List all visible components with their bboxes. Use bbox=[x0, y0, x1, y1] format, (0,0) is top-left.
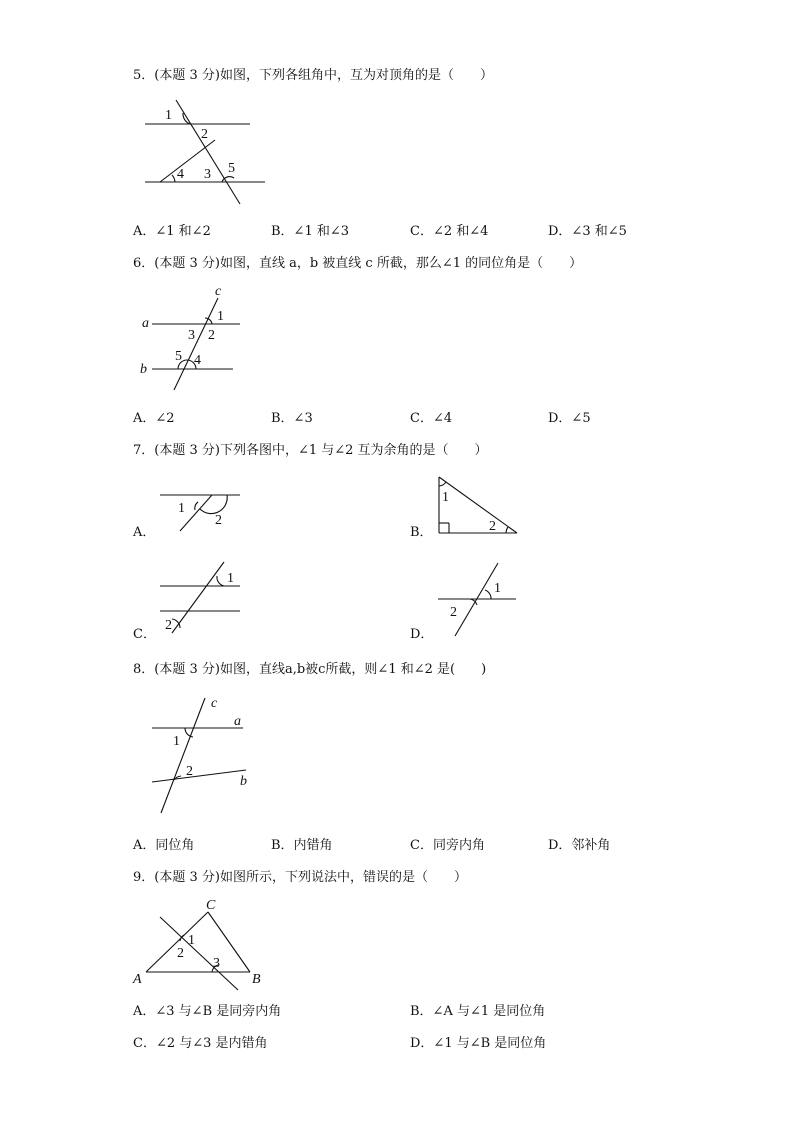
question-6-stem: 6．(本题 3 分)如图，直线 a，b 被直线 c 所截，那么∠1 的同位角是（ ） bbox=[133, 256, 583, 271]
q7b-label-2: 2 bbox=[489, 519, 496, 534]
q5-option-b: B．∠1 和∠3 bbox=[271, 224, 350, 239]
q7a-label-2: 2 bbox=[215, 513, 222, 528]
q9-option-b: B．∠A 与∠1 是同位角 bbox=[410, 1004, 546, 1019]
q7d-label-2: 2 bbox=[450, 605, 457, 620]
q6-option-d: D．∠5 bbox=[548, 411, 591, 426]
q9-label-B: B bbox=[252, 972, 261, 987]
q8-option-b: B．内错角 bbox=[271, 838, 333, 853]
q7-option-b: B． bbox=[410, 525, 433, 540]
q8-label-2: 2 bbox=[186, 764, 193, 779]
q6-label-1: 1 bbox=[217, 309, 224, 324]
q6-label-5: 5 bbox=[175, 349, 182, 364]
q5-label-1: 1 bbox=[165, 108, 172, 123]
q9-label-2: 2 bbox=[177, 946, 184, 961]
question-7-stem: 7．(本题 3 分)下列各图中，∠1 与∠2 互为余角的是（ ） bbox=[133, 443, 488, 458]
q7-option-c: C． bbox=[133, 627, 156, 642]
q8-label-c: c bbox=[211, 696, 218, 711]
q7c-label-1: 1 bbox=[227, 571, 234, 586]
question-9-stem: 9．(本题 3 分)如图所示，下列说法中，错误的是（ ） bbox=[133, 870, 467, 885]
question-8-stem: 8．(本题 3 分)如图，直线a,b被c所截，则∠1 和∠2 是( ) bbox=[133, 662, 487, 677]
q8-label-a: a bbox=[234, 714, 241, 729]
q8-option-d: D．邻补角 bbox=[548, 838, 611, 853]
q5-label-2: 2 bbox=[201, 127, 208, 142]
q5-option-d: D．∠3 和∠5 bbox=[548, 224, 627, 239]
q6-label-a: a bbox=[142, 316, 149, 331]
q5-label-3: 3 bbox=[204, 167, 211, 182]
question-5-stem: 5．(本题 3 分)如图，下列各组角中，互为对顶角的是（ ） bbox=[133, 68, 493, 83]
q6-option-c: C．∠4 bbox=[410, 411, 453, 426]
q6-label-3: 3 bbox=[188, 328, 195, 343]
q6-option-b: B．∠3 bbox=[271, 411, 313, 426]
q6-label-c: c bbox=[215, 284, 222, 299]
q5-option-a: A．∠1 和∠2 bbox=[133, 224, 211, 239]
q7-option-a: A． bbox=[133, 525, 156, 540]
q8-option-a: A．同位角 bbox=[133, 838, 195, 853]
q7b-label-1: 1 bbox=[442, 490, 449, 505]
q9-label-1: 1 bbox=[188, 933, 195, 948]
q6-label-4: 4 bbox=[194, 353, 201, 368]
q9-option-d: D．∠1 与∠B 是同位角 bbox=[410, 1036, 547, 1051]
q7c-label-2: 2 bbox=[165, 618, 172, 633]
q5-label-4: 4 bbox=[177, 167, 184, 182]
q5-option-c: C．∠2 和∠4 bbox=[410, 224, 489, 239]
q9-label-C: C bbox=[206, 898, 216, 913]
q9-label-A: A bbox=[133, 972, 142, 987]
q9-option-a: A．∠3 与∠B 是同旁内角 bbox=[133, 1004, 282, 1019]
q7d-label-1: 1 bbox=[494, 581, 501, 596]
q8-label-b: b bbox=[240, 774, 247, 789]
q7-option-d: D． bbox=[410, 627, 434, 642]
q6-option-a: A．∠2 bbox=[133, 411, 175, 426]
q9-label-3: 3 bbox=[213, 956, 220, 971]
q6-label-2: 2 bbox=[208, 328, 215, 343]
q5-label-5: 5 bbox=[228, 161, 235, 176]
q9-option-c: C．∠2 与∠3 是内错角 bbox=[133, 1036, 268, 1051]
q6-label-b: b bbox=[140, 362, 147, 377]
q8-option-c: C．同旁内角 bbox=[410, 838, 485, 853]
q8-label-1: 1 bbox=[173, 734, 180, 749]
q7a-label-1: 1 bbox=[178, 501, 185, 516]
